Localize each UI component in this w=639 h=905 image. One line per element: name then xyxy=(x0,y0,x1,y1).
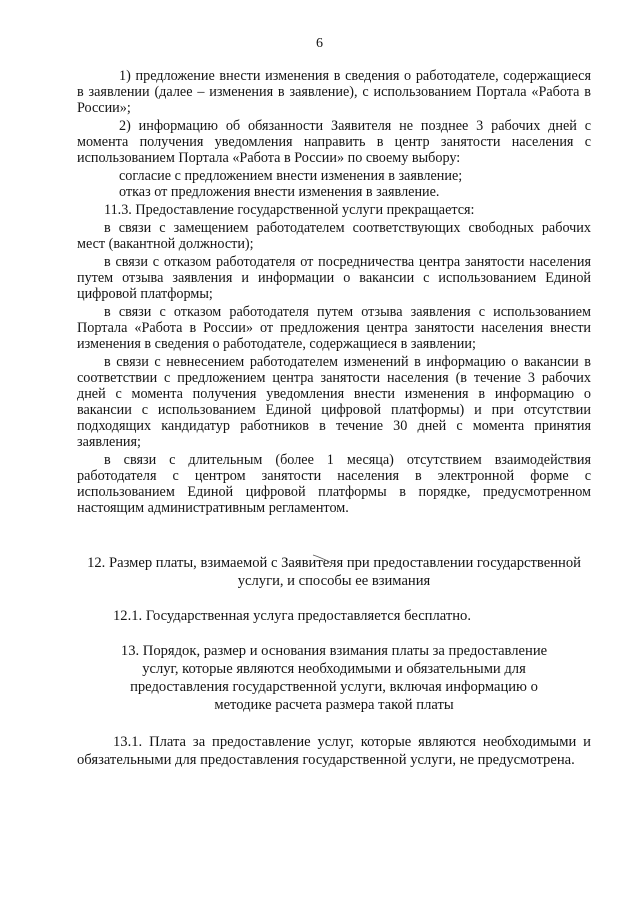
paragraph-termination-3: в связи с отказом работодателя путем отзыва заявления с использованием Портала «Работа в России» от предложения центра занятости населения внести изменения в сведения о работодателе, содержащиеся в заявлении; xyxy=(77,304,591,352)
paragraph-option-agree: согласие с предложением внести изменения в заявление; xyxy=(119,168,463,184)
paragraph-option-refuse: отказ от предложения внести изменения в заявление. xyxy=(119,184,440,200)
pen-stroke-mark xyxy=(312,553,338,567)
paragraph-11-3: 11.3. Предоставление государственной услуги прекращается: xyxy=(104,202,475,218)
paragraph-termination-5: в связи с длительным (более 1 месяца) отсутствием взаимодействия работодателя с центром занятости населения в электронной форме с использованием Единой цифровой платформы в порядке, предусмотренном настоящим административным регламентом. xyxy=(77,452,591,516)
paragraph-termination-1: в связи с замещением работодателем соответствующих свободных рабочих мест (вакантной должности); xyxy=(77,220,591,252)
section-12-paragraph: 12.1. Государственная услуга предоставляется бесплатно. xyxy=(113,608,472,624)
section-12-heading: 12. Размер платы, взимаемой с Заявителя при предоставлении государственной услуги, и способы ее взимания xyxy=(87,555,581,589)
section-13-heading: 13. Порядок, размер и основания взимания платы за предоставление услуг, которые являются необходимыми и обязательными для предоставления государственной услуги, включая информацию о методике расчета размера такой платы xyxy=(120,643,548,713)
paragraph-item-1: 1) предложение внести изменения в сведения о работодателе, содержащиеся в заявлении (далее – изменения в заявление), с использованием Портала «Работа в России»; xyxy=(77,68,591,116)
page-number: 6 xyxy=(316,36,323,51)
paragraph-termination-4: в связи с невнесением работодателем изменений в информацию о вакансии в соответствии с предложением центра занятости населения (в течение 3 рабочих дней с момента получения уведомления внести изменения в информацию о вакансии с использованием Единой цифровой платформы) и при отсутствии подходящих кандидатур работников в течение 30 дней с момента принятия заявления; xyxy=(77,354,591,450)
page-content xyxy=(77,68,591,769)
paragraph-termination-2: в связи с отказом работодателя от посредничества центра занятости населения путем отзыва заявления и информации о вакансии с использованием Единой цифровой платформы; xyxy=(77,254,591,302)
paragraph-item-2: 2) информацию об обязанности Заявителя не позднее 3 рабочих дней с момента получения уведомления направить в центр занятости населения с использованием Портала «Работа в России» по своему выбору: xyxy=(77,118,591,166)
section-13-paragraph: 13.1. Плата за предоставление услуг, которые являются необходимыми и обязательными для предоставления государственной услуги, не предусмотрена. xyxy=(77,734,591,768)
